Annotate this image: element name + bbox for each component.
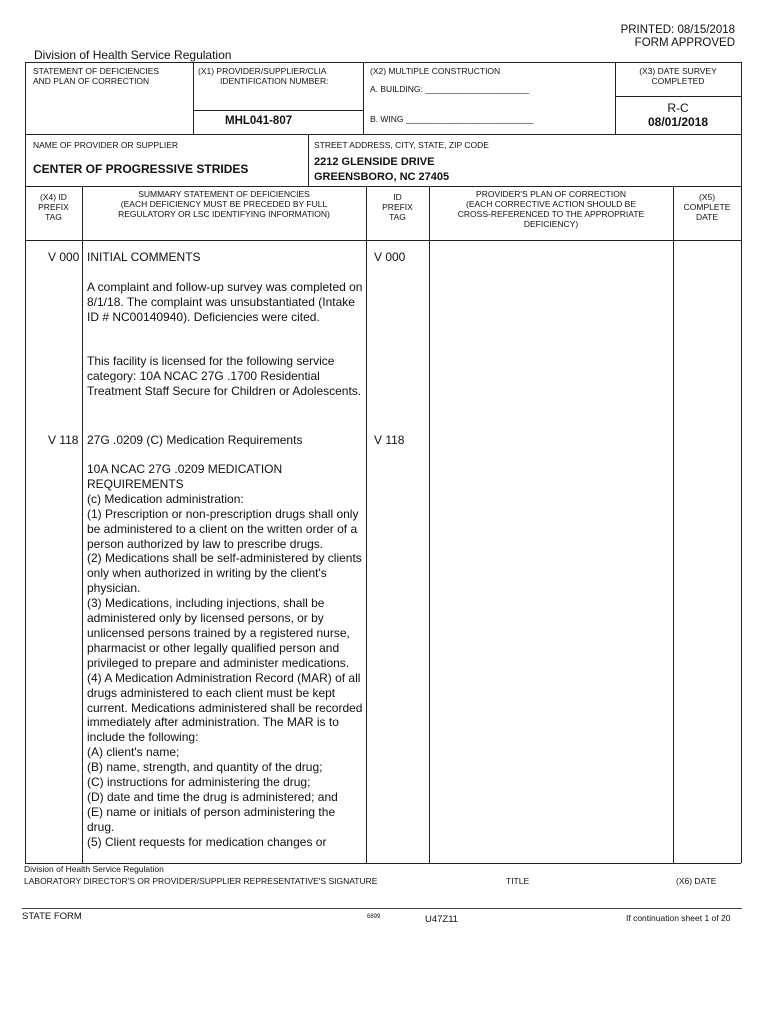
continuation-sheet: If continuation sheet 1 of 20	[626, 913, 731, 923]
address-label: STREET ADDRESS, CITY, STATE, ZIP CODE	[314, 140, 489, 150]
survey-date: 08/01/2018	[647, 115, 709, 129]
x1-label: (X1) PROVIDER/SUPPLIER/CLIA IDENTIFICATION NUMBER:	[198, 66, 329, 86]
summary-column-header: SUMMARY STATEMENT OF DEFICIENCIES (EACH DEFICIENCY MUST BE PRECEDED BY FULL REGULATORY OR LSC IDENTIFYING INFORMATION)	[118, 189, 330, 219]
entry-title: INITIAL COMMENTS	[87, 250, 201, 264]
division-title: Division of Health Service Regulation	[34, 48, 232, 62]
provider-name: CENTER OF PROGRESSIVE STRIDES	[33, 162, 249, 176]
x5-column-header: (X5) COMPLETE DATE	[683, 192, 731, 222]
signature-label: LABORATORY DIRECTOR'S OR PROVIDER/SUPPLIER REPRESENTATIVE'S SIGNATURE	[24, 876, 378, 886]
statement-label: STATEMENT OF DEFICIENCIES AND PLAN OF CORRECTION	[33, 66, 160, 86]
form-code: 6899	[367, 914, 381, 920]
entry-id-tag: V 000	[374, 250, 406, 264]
entry-text: 10A NCAC 27G .0209 MEDICATION REQUIREMENTS (c) Medication administration: (1) Prescription or non-prescription drugs shall only be administered to a client on the written order of a person authorized by law to prescribe drugs. (2) Medications shall be self-administered by clients only when authorized in writing by the client's physician. (3) Medications, including injections, shall be administered only by licensed persons, or by unlicensed persons trained by a registered nurse, pharmacist or other legally qualified person and privileged to prepare and administer medications. (4) A Medication Administration Record (MAR) of all drugs administered to each client must be kept current. Medications administered shall be recorded immediately after administration. The MAR is to include the following: (A) client's name; (B) name, strength, and quantity of the drug; (C) instructions for administering the drug; (D) date and time the drug is administered; and (E) name or initials of person administering the drug. (5) Client requests for medication changes or	[87, 462, 363, 849]
x4-column-header: (X4) ID PREFIX TAG	[38, 192, 69, 222]
state-form-label: STATE FORM	[22, 911, 82, 922]
event-id: U47Z11	[425, 914, 459, 925]
title-label: TITLE	[506, 876, 530, 886]
entry-id-tag: V 118	[374, 433, 405, 447]
form-approved: FORM APPROVED	[634, 37, 735, 49]
entry-text: This facility is licensed for the following service category: 10A NCAC 27G .1700 Residential Treatment Staff Secure for Children or Adolescents.	[87, 354, 362, 398]
entry-tag: V 118	[48, 433, 79, 447]
plan-column-header: PROVIDER'S PLAN OF CORRECTION (EACH CORRECTIVE ACTION SHOULD BE CROSS-REFERENCED TO THE APPROPRIATE DEFICIENCY)	[457, 189, 645, 229]
survey-code: R-C	[667, 101, 689, 115]
printed-date: PRINTED: 08/15/2018	[620, 24, 735, 36]
footer-division: Division of Health Service Regulation	[24, 864, 164, 874]
entry-tag: V 000	[48, 250, 80, 264]
x3-label: (X3) DATE SURVEY COMPLETED	[639, 66, 717, 86]
provider-id-number: MHL041-807	[225, 115, 293, 127]
provider-address: 2212 GLENSIDE DRIVE GREENSBORO, NC 27405	[314, 156, 450, 183]
id-column-header: ID PREFIX TAG	[382, 192, 413, 222]
building-label: A. BUILDING: ______________________	[370, 84, 530, 94]
x2-label: (X2) MULTIPLE CONSTRUCTION	[370, 66, 501, 76]
entry-text: A complaint and follow-up survey was completed on 8/1/18. The complaint was unsubstantiated (Intake ID # NC00140940). Deficiencies were cited.	[87, 280, 363, 324]
printed-header	[621, 24, 735, 50]
entry-title: 27G .0209 (C) Medication Requirements	[87, 433, 303, 447]
footer-rule	[22, 908, 742, 909]
provider-name-label: NAME OF PROVIDER OR SUPPLIER	[33, 140, 178, 150]
wing-label: B. WING ___________________________	[370, 114, 534, 124]
x6-date-label: (X6) DATE	[676, 876, 717, 886]
